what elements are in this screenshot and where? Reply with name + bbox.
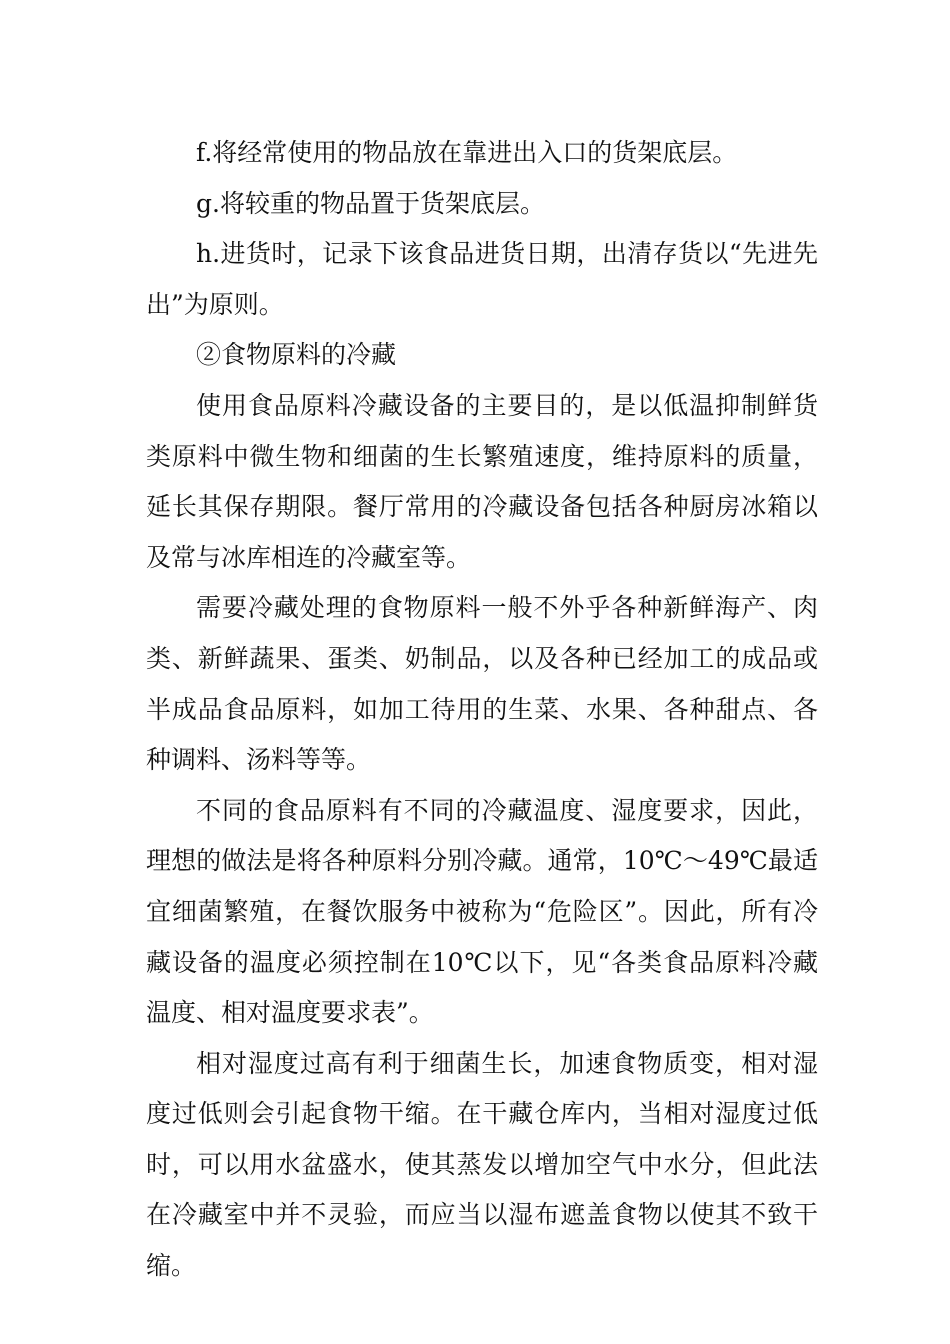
section-heading-refrigeration: ②食物原料的冷藏	[196, 340, 397, 370]
document-body	[146, 128, 818, 1292]
paragraph-item-f: f.将经常使用的物品放在靠进出入口的货架底层。	[196, 138, 738, 167]
paragraph-refrigeration-purpose: 使用食品原料冷藏设备的主要目的，是以低温抑制鲜货类原料中微生物和细菌的生长繁殖速度，维持原料的质量，延长其保存期限。餐厅常用的冷藏设备包括各种厨房冰箱以及常与冰库相连的冷藏室等。	[146, 390, 818, 572]
paragraph-humidity-requirements: 相对湿度过高有利于细菌生长，加速食物质变，相对湿度过低则会引起食物干缩。在干藏仓库内，当相对湿度过低时，可以用水盆盛水，使其蒸发以增加空气中水分，但此法在冷藏室中并不灵验，而应当以湿布遮盖食物以使其不致干缩。	[146, 1048, 818, 1281]
paragraph-item-h: h.进货时，记录下该食品进货日期，出清存货以“先进先出”为原则。	[146, 239, 818, 319]
paragraph-temperature-requirements: 不同的食品原料有不同的冷藏温度、湿度要求，因此，理想的做法是将各种原料分别冷藏。通常，10℃～49℃最适宜细菌繁殖，在餐饮服务中被称为“危险区”。因此，所有冷藏设备的温度必须控制在10℃以下，见“各类食品原料冷藏温度、相对温度要求表”。	[146, 795, 818, 1028]
paragraph-item-g: g.将较重的物品置于货架底层。	[196, 188, 545, 218]
paragraph-refrigerated-items: 需要冷藏处理的食物原料一般不外乎各种新鲜海产、肉类、新鲜蔬果、蛋类、奶制品，以及各种已经加工的成品或半成品食品原料，如加工待用的生菜、水果、各种甜点、各种调料、汤料等等。	[146, 593, 818, 775]
